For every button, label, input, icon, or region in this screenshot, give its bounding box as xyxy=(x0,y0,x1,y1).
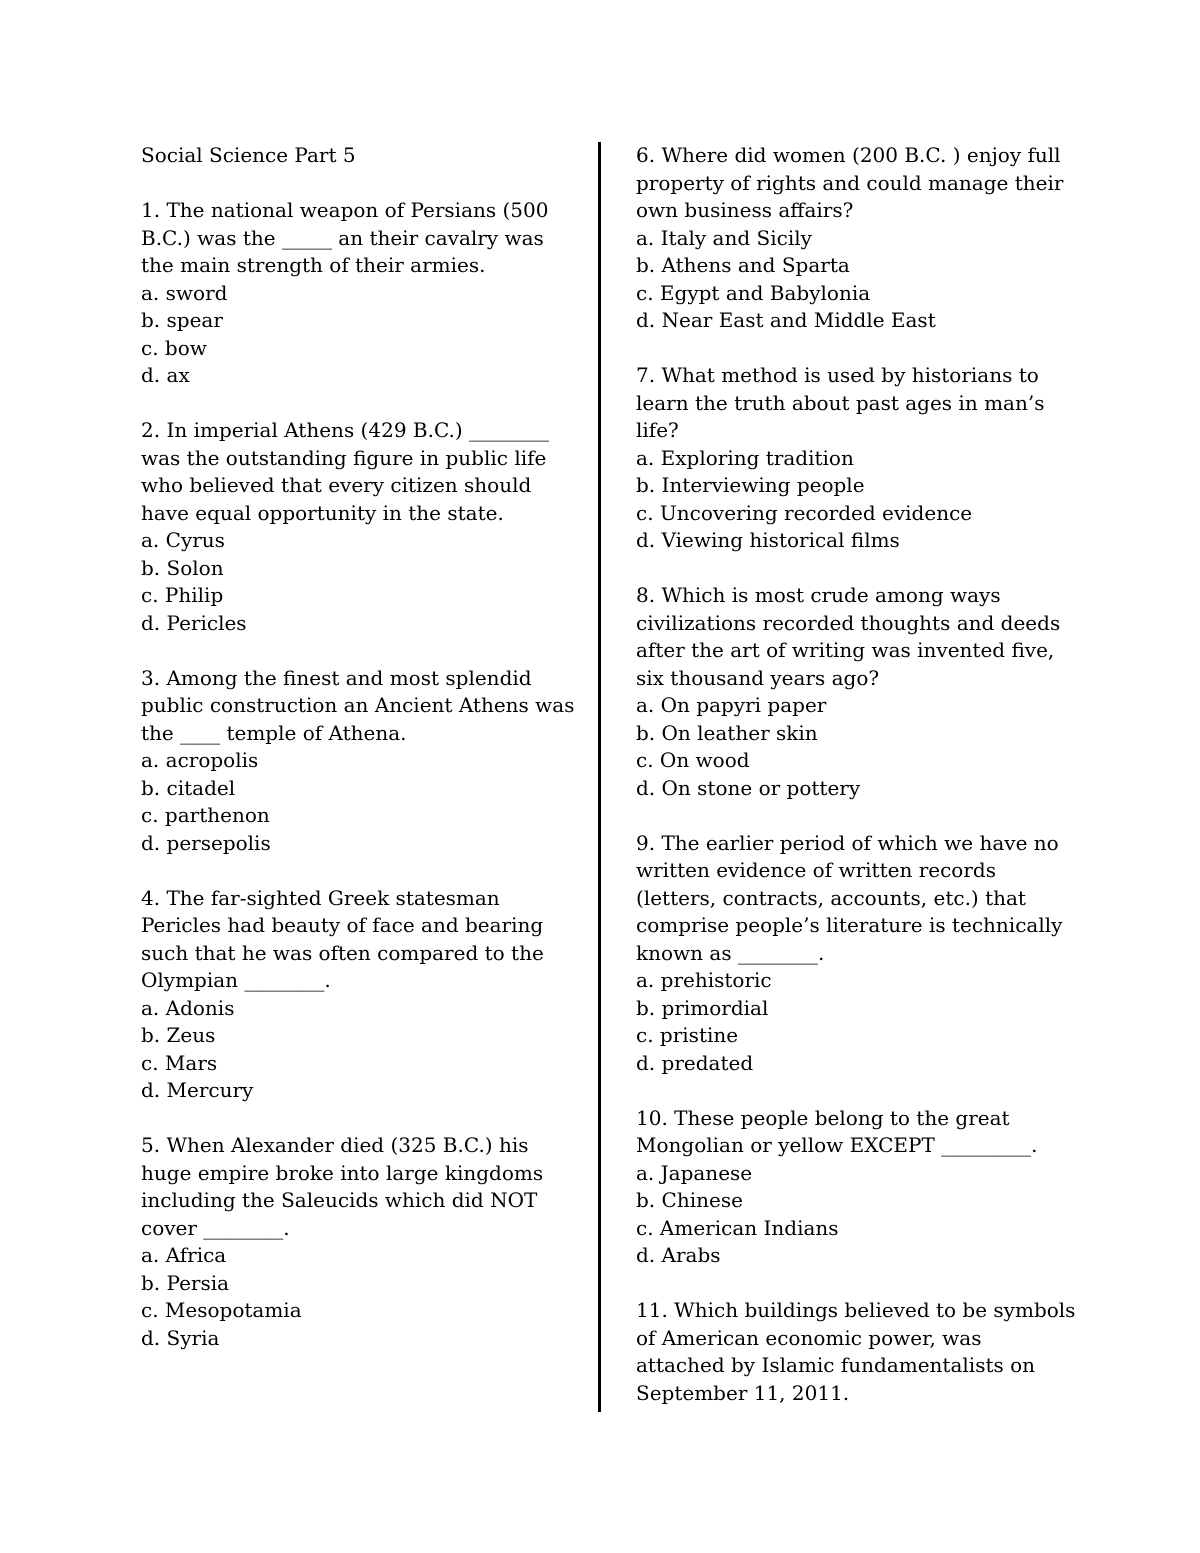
answer-option: c. Mars xyxy=(141,1050,218,1075)
answer-option: a. Cyrus xyxy=(141,528,225,552)
answer-option: d. predated xyxy=(636,1050,754,1075)
answer-option: a. Italy and Sicily xyxy=(636,225,812,250)
answer-option: d. Syria xyxy=(141,1325,220,1350)
column-divider xyxy=(598,142,601,1412)
question-stem: 8. Which is most crude among ways civilizations recorded thoughts and deeds after the art of writing was invented five, six thousand years ago? xyxy=(636,583,1061,690)
answer-option: b. primordial xyxy=(636,995,769,1020)
answer-option: c. bow xyxy=(141,335,207,360)
question-stem: 6. Where did women (200 B.C. ) enjoy full property of rights and could manage their own business affairs? xyxy=(636,143,1064,222)
answer-option: b. Interviewing people xyxy=(636,473,865,497)
question-5 xyxy=(141,1132,581,1352)
question-2 xyxy=(141,417,581,637)
question-stem: 1. The national weapon of Persians (500 B.C.) was the _____ an their cavalry was the main strength of their armies. xyxy=(141,198,549,277)
answer-option: b. Chinese xyxy=(636,1188,743,1212)
question-3 xyxy=(141,665,581,858)
answer-option: d. Viewing historical films xyxy=(636,528,900,552)
left-column xyxy=(141,142,581,1380)
answer-option: b. Persia xyxy=(141,1270,230,1295)
answer-option: c. pristine xyxy=(636,1023,739,1047)
question-4 xyxy=(141,885,581,1105)
question-stem: 11. Which buildings believed to be symbols of American economic power, was attached by Islamic fundamentalists on September 11, 2011. xyxy=(636,1298,1076,1405)
right-column xyxy=(636,142,1076,1435)
answer-option: b. citadel xyxy=(141,775,236,800)
question-9 xyxy=(636,830,1076,1078)
answer-option: d. persepolis xyxy=(141,830,271,855)
answer-option: c. American Indians xyxy=(636,1215,839,1240)
answer-option: c. Egypt and Babylonia xyxy=(636,280,871,305)
answer-option: b. Athens and Sparta xyxy=(636,253,850,277)
question-stem: 7. What method is used by historians to learn the truth about past ages in man’s life? xyxy=(636,363,1045,442)
question-stem: 9. The earlier period of which we have no written evidence of written records (letters, contracts, accounts, etc.) that comprise people’s literature is technically known as ________. xyxy=(636,830,1063,965)
answer-option: c. Mesopotamia xyxy=(141,1298,302,1322)
answer-option: a. Africa xyxy=(141,1243,227,1267)
answer-option: a. Japanese xyxy=(636,1160,753,1185)
answer-option: d. Arabs xyxy=(636,1243,721,1267)
question-stem: 4. The far-sighted Greek statesman Pericles had beauty of face and bearing such that he was often compared to the Olympian ________. xyxy=(141,885,544,992)
question-7 xyxy=(636,362,1076,555)
question-8 xyxy=(636,582,1076,802)
answer-option: b. Zeus xyxy=(141,1023,216,1047)
answer-option: c. Uncovering recorded evidence xyxy=(636,500,973,525)
answer-option: a. sword xyxy=(141,280,228,305)
answer-option: d. Mercury xyxy=(141,1078,254,1102)
answer-option: c. On wood xyxy=(636,748,750,772)
answer-option: c. Philip xyxy=(141,583,224,607)
answer-option: a. Exploring tradition xyxy=(636,445,854,470)
question-11 xyxy=(636,1297,1076,1407)
question-10 xyxy=(636,1105,1076,1270)
answer-option: a. Adonis xyxy=(141,995,235,1020)
question-stem: 2. In imperial Athens (429 B.C.) ________ was the outstanding figure in public life who believed that every citizen should have equal opportunity in the state. xyxy=(141,418,550,525)
answer-option: d. Pericles xyxy=(141,610,247,635)
question-stem: 3. Among the finest and most splendid public construction an Ancient Athens was the ____ temple of Athena. xyxy=(141,665,575,745)
answer-option: b. On leather skin xyxy=(636,720,818,745)
question-stem: 5. When Alexander died (325 B.C.) his huge empire broke into large kingdoms including the Saleucids which did NOT cover ________. xyxy=(141,1133,544,1240)
question-1 xyxy=(141,197,581,390)
answer-option: a. prehistoric xyxy=(636,968,772,992)
answer-option: d. ax xyxy=(141,363,190,387)
answer-option: a. acropolis xyxy=(141,748,259,772)
answer-option: b. Solon xyxy=(141,555,224,580)
question-6 xyxy=(636,142,1076,335)
answer-option: d. Near East and Middle East xyxy=(636,308,936,332)
answer-option: a. On papyri paper xyxy=(636,693,827,717)
answer-option: b. spear xyxy=(141,308,223,332)
page-title: Social Science Part 5 xyxy=(141,143,356,167)
question-stem: 10. These people belong to the great Mongolian or yellow EXCEPT _________. xyxy=(636,1105,1038,1157)
answer-option: d. On stone or pottery xyxy=(636,775,861,800)
answer-option: c. parthenon xyxy=(141,803,270,827)
